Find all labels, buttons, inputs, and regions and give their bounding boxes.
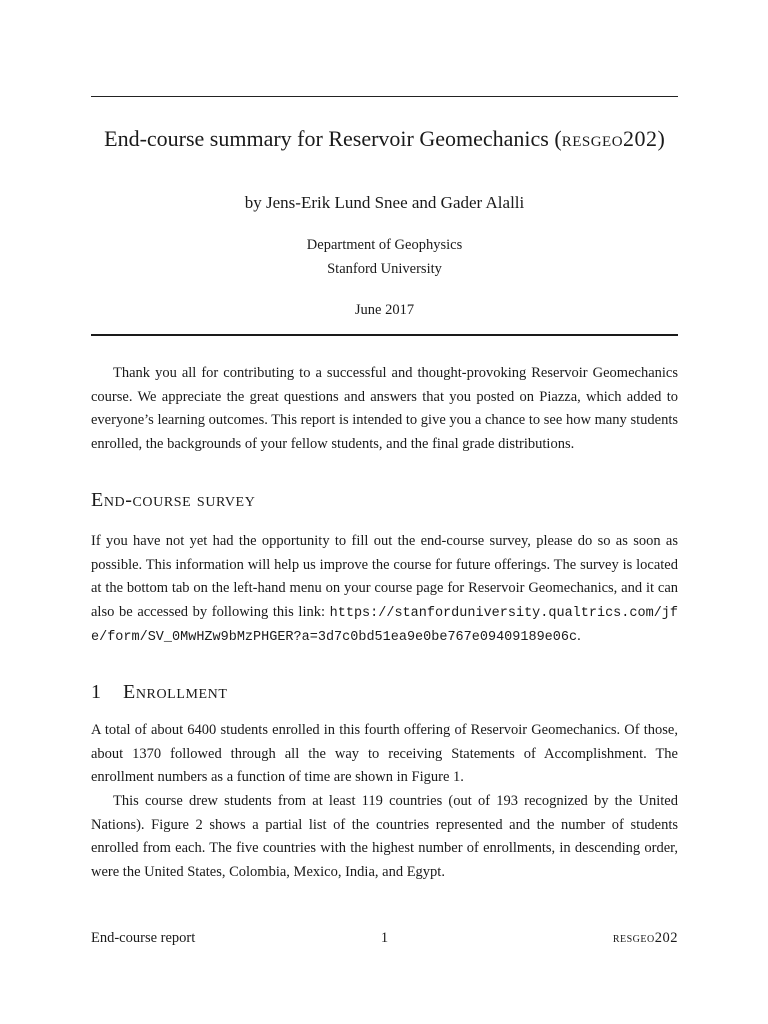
affiliation <box>91 233 678 281</box>
document-date: June 2017 <box>354 302 415 318</box>
survey-link[interactable]: https://stanforduniversity.qualtrics.com/jfe/form/SV_0MwHZw9bMzPHGER?a=3d7c0bd51ea9e0be767e09409189e06c <box>91 605 678 645</box>
enrollment-paragraph-2: This course drew students from at least 119 countries (out of 193 recognized by the United Nations). Figure 2 shows a partial list of the countries represented and the number of students enrolled from each. The five countries with the highest number of enrollments, in descending order, were the United States, Colombia, Mexico, India, and Egypt. <box>91 793 678 880</box>
survey-paragraph <box>91 530 678 650</box>
authors-line: by Jens-Erik Lund Snee and Gader Alalli <box>244 193 525 212</box>
top-rule <box>91 96 678 97</box>
title-main: End-course summary for Reservoir Geomechanics ( <box>104 126 562 151</box>
survey-heading: End-course survey <box>91 489 256 511</box>
footer-report-label: End-course report <box>91 930 196 946</box>
section-1-heading <box>91 678 678 706</box>
page-number: 1 <box>380 930 389 946</box>
intro-paragraph: Thank you all for contributing to a successful and thought-provoking Reservoir Geomechanics course. We appreciate the great questions and answers that you posted on Piazza, which added to everyone’s learning outcomes. This report is intended to give you a chance to see how many students enrolled, the backgrounds of your fellow students, and the final grade distributions. <box>91 365 678 452</box>
document-page <box>91 0 678 1024</box>
title-course-code: resgeo202 <box>561 126 658 151</box>
enrollment-paragraph-1: A total of about 6400 students enrolled in this fourth offering of Reservoir Geomechanics. Of those, about 1370 followed through all the way to receiving Statements of Accomplishment. The enrollment numbers as a function of time are shown in Figure 1. <box>91 722 678 785</box>
header-rule <box>91 334 678 336</box>
title-end: ) <box>657 126 665 151</box>
survey-text: If you have not yet had the opportunity to fill out the end-course survey, please do so as soon as possible. This information will help us improve the course for future offerings. The survey is located at the bottom tab on the left-hand menu on your course page for Reservoir Geomechanics, and it can also be accessed by following this link: <box>91 533 678 620</box>
department: Department of Geophysics <box>306 237 463 253</box>
section-number: 1 <box>91 681 102 703</box>
university: Stanford University <box>327 261 442 277</box>
footer-course-code: resgeo202 <box>612 930 678 946</box>
page-footer <box>91 927 678 949</box>
survey-period: . <box>577 628 581 644</box>
document-title <box>91 122 678 156</box>
section-title: Enrollment <box>123 681 228 703</box>
